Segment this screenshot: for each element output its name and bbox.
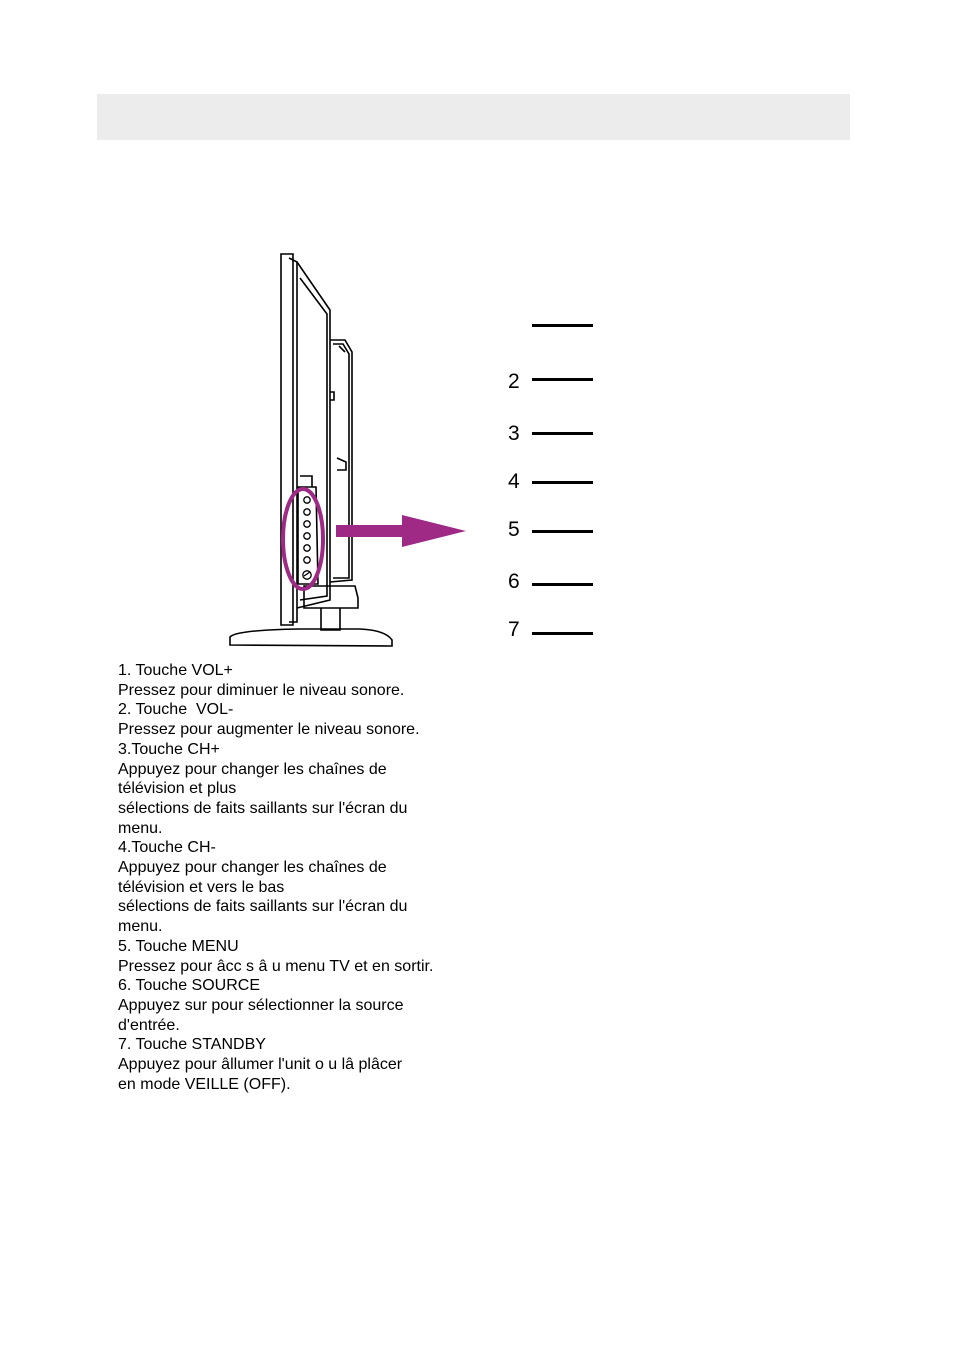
instruction-4-line: Appuyez pour changer les chaînes de [118,859,387,877]
instruction-5-line: Pressez pour âcc s â u menu TV et en sortir. [118,957,434,975]
instruction-4-title: 4.Touche CH- [118,839,216,857]
pointer-arrow [336,515,466,547]
tv-back-cover-inner [333,344,349,578]
instruction-4-line: menu. [118,918,163,936]
instruction-3-line: télévision et plus [118,780,237,798]
button-ch-minus-dot [304,533,310,539]
callout-line-3 [532,432,593,435]
callout-line-5 [532,530,593,533]
callout-number-2: 2 [508,370,520,393]
instruction-7-line: Appuyez pour âllumer l'unit o u lâ plâcer [118,1056,403,1074]
stand-neck [321,608,340,630]
instruction-6-title: 6. Touche SOURCE [118,977,260,995]
button-source-dot [304,557,310,563]
instruction-6-line: d'entrée. [118,1016,180,1034]
instruction-5-title: 5. Touche MENU [118,937,239,955]
tv-side-view-figure [0,0,954,660]
control-strip-top [300,476,312,487]
tv-side-view-drawing [0,0,954,660]
callout-line-6 [532,583,593,586]
instruction-4-line: sélections de faits saillants sur l'écran du [118,898,408,916]
instruction-4-line: télévision et vers le bas [118,878,285,896]
instruction-3-line: menu. [118,819,163,837]
instruction-3-line: sélections de faits saillants sur l'écran du [118,799,408,817]
instruction-3-line: Appuyez pour changer les chaînes de [118,760,387,778]
callout-line-2 [532,378,593,381]
callout-number-6: 6 [508,570,520,593]
callout-line-1 [532,324,593,327]
callout-number-3: 3 [508,422,520,445]
button-vol-plus-dot [304,497,310,503]
instruction-2-title: 2. Touche VOL- [118,701,234,719]
tv-port-tab [337,458,346,470]
instruction-3-title: 3.Touche CH+ [118,740,220,758]
stand-base [230,629,392,646]
button-instructions [118,661,538,1094]
callout-number-4: 4 [508,470,520,493]
instruction-2-line: Pressez pour augmenter le niveau sonore. [118,721,420,739]
instruction-1-line: Pressez pour diminuer le niveau sonore. [118,681,405,699]
callout-number-5: 5 [508,518,520,541]
callout-number-7: 7 [508,618,520,641]
instruction-1-title: 1. Touche VOL+ [118,662,233,679]
button-menu-dot [304,545,310,551]
instruction-7-line: en mode VEILLE (OFF). [118,1075,291,1093]
instruction-6-line: Appuyez sur pour sélectionner la source [118,996,404,1014]
callout-line-7 [532,632,593,635]
button-ch-plus-dot [304,521,310,527]
button-vol-minus-dot [304,509,310,515]
instruction-7-title: 7. Touche STANDBY [118,1036,266,1054]
callout-line-4 [532,481,593,484]
tv-rear-housing [297,262,330,608]
